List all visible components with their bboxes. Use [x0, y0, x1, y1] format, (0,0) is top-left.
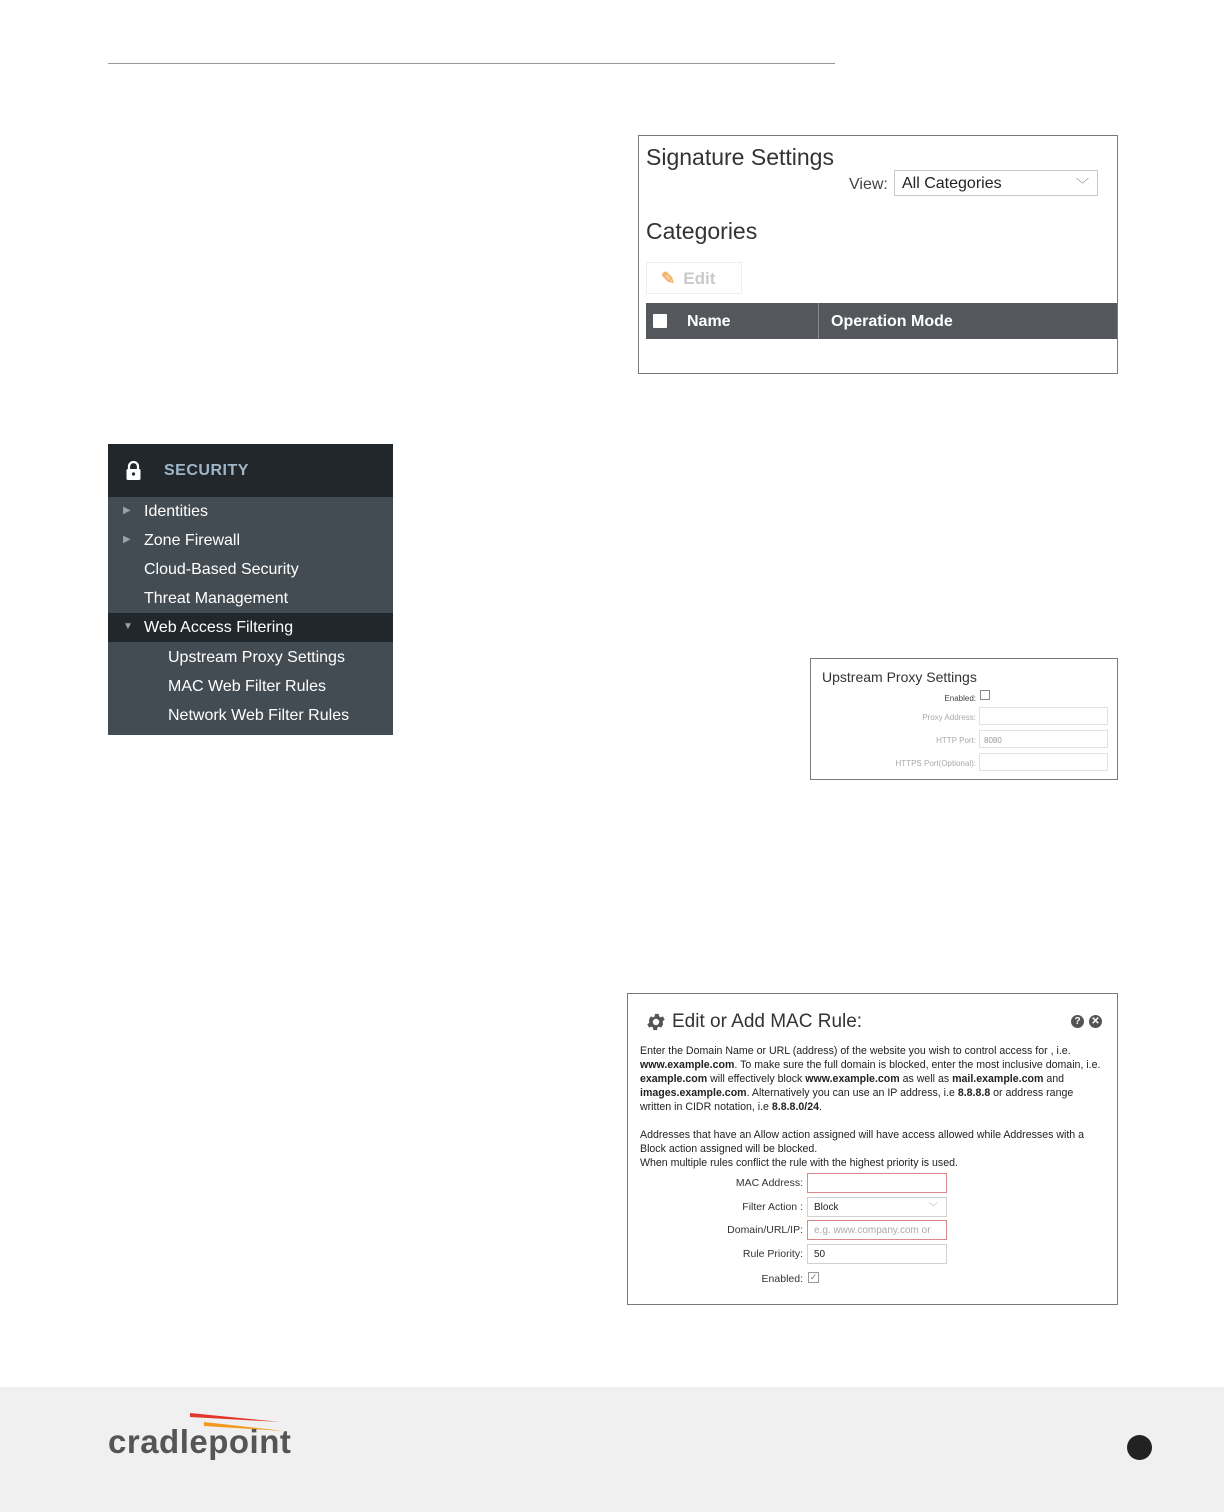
desc-bold: images.example.com [640, 1087, 747, 1099]
enabled-row [628, 1269, 1117, 1289]
desc-text: . To make sure the full domain is blocked, enter the most inclusive domain, i.e. [734, 1059, 1101, 1071]
description-paragraph-2: Addresses that have an Allow action assigned will have access allowed while Addresses with a Block action assigned will be blocked. [640, 1129, 1085, 1155]
desc-text: or address range written in CIDR notation, i.e [640, 1087, 1074, 1113]
https-port-label: HTTPS Port(Optional): [895, 759, 976, 768]
mac-address-input[interactable] [807, 1173, 947, 1193]
proxy-address-input[interactable] [979, 707, 1108, 725]
description-paragraph-1 [640, 1044, 1102, 1114]
edit-button-label: Edit [683, 269, 716, 288]
desc-bold: example.com [640, 1073, 708, 1085]
mac-rule-dialog [627, 993, 1118, 1305]
view-select-value: All Categories [902, 175, 1002, 192]
menu-item-label: Zone Firewall [144, 532, 241, 549]
top-rule [108, 63, 835, 64]
enabled-checkbox[interactable]: ✓ [809, 1272, 818, 1282]
menu-item-label: Web Access Filtering [144, 619, 294, 636]
menu-item-mac-web-filter-rules[interactable] [108, 672, 393, 701]
chevron-down-icon: ﹀ [1075, 177, 1089, 192]
caret-right-icon: ▶ [123, 534, 131, 545]
mac-rule-description [640, 1044, 1102, 1170]
page-footer [0, 1387, 1224, 1512]
column-divider [818, 303, 819, 339]
enabled-label: Enabled: [761, 1273, 803, 1285]
menu-item-zone-firewall[interactable] [108, 526, 393, 555]
security-menu-header[interactable] [108, 444, 393, 497]
mac-address-label: MAC Address: [735, 1177, 803, 1189]
menu-item-web-access-filtering[interactable] [108, 613, 393, 642]
rule-priority-label: Rule Priority: [742, 1248, 803, 1260]
proxy-enabled-row [811, 688, 1117, 708]
http-port-input[interactable]: 8080 [979, 730, 1108, 748]
signature-settings-panel [638, 135, 1118, 374]
desc-text: and [1043, 1073, 1064, 1085]
domain-label: Domain/URL/IP: [727, 1224, 803, 1236]
desc-text: . [819, 1101, 822, 1113]
mac-rule-title: Edit or Add MAC Rule: [672, 1011, 863, 1032]
menu-item-threat-management[interactable] [108, 584, 393, 613]
chevron-down-icon: ﹀ [928, 1202, 938, 1212]
menu-item-upstream-proxy-settings[interactable] [108, 643, 393, 672]
menu-item-network-web-filter-rules[interactable] [108, 701, 393, 730]
mac-address-row [628, 1173, 1117, 1193]
page-number-badge [1127, 1435, 1152, 1460]
filter-action-value: Block [814, 1202, 839, 1213]
filter-action-row [628, 1197, 1117, 1217]
desc-text: as well as [899, 1073, 953, 1085]
rule-priority-input[interactable]: 50 [807, 1244, 947, 1264]
caret-right-icon: ▶ [123, 505, 131, 516]
menu-item-label: Identities [144, 503, 209, 520]
menu-item-label: MAC Web Filter Rules [168, 678, 326, 695]
menu-item-label: Network Web Filter Rules [168, 707, 350, 724]
proxy-https-port-row [811, 753, 1117, 773]
lock-icon [125, 461, 142, 480]
column-header-operation-mode[interactable]: Operation Mode [831, 313, 953, 330]
desc-bold: 8.8.8.0/24 [771, 1101, 820, 1113]
menu-item-cloud-based-security[interactable] [108, 555, 393, 584]
proxy-enabled-label: Enabled: [944, 694, 976, 703]
description-paragraph-3: When multiple rules conflict the rule with the highest priority is used. [640, 1157, 958, 1169]
gear-icon [645, 1011, 667, 1033]
https-port-input[interactable] [979, 753, 1108, 771]
help-icon[interactable]: ? [1071, 1015, 1084, 1028]
desc-text: Enter the Domain Name or URL (address) of the website you wish to control access for , i.e. [640, 1045, 1071, 1057]
column-header-name[interactable]: Name [687, 313, 731, 330]
upstream-proxy-panel [810, 658, 1118, 780]
cradlepoint-wordmark: cradlepoint [108, 1423, 292, 1460]
edit-button[interactable] [646, 262, 742, 294]
categories-title: Categories [646, 218, 758, 244]
filter-action-select[interactable] [807, 1197, 947, 1217]
proxy-address-label: Proxy Address: [922, 713, 976, 722]
menu-item-label: Threat Management [144, 590, 289, 607]
desc-bold: mail.example.com [952, 1073, 1044, 1085]
close-icon[interactable]: ✕ [1089, 1015, 1102, 1028]
select-all-checkbox[interactable] [653, 314, 667, 328]
security-menu [108, 444, 393, 735]
caret-down-icon: ▼ [123, 621, 133, 632]
filter-action-label: Filter Action : [742, 1201, 803, 1213]
http-port-label: HTTP Port: [936, 736, 976, 745]
signature-settings-title: Signature Settings [646, 144, 834, 170]
menu-item-label: Cloud-Based Security [144, 561, 299, 578]
desc-bold: 8.8.8.8 [957, 1087, 991, 1099]
categories-table-header [646, 303, 1117, 339]
view-select[interactable] [894, 170, 1098, 196]
domain-row [628, 1220, 1117, 1240]
domain-input[interactable]: e.g. www.company.com or [807, 1220, 947, 1240]
rule-priority-row [628, 1244, 1117, 1264]
proxy-enabled-checkbox[interactable] [980, 690, 990, 700]
view-label: View: [849, 176, 888, 193]
menu-item-label: Upstream Proxy Settings [168, 649, 345, 666]
menu-item-identities[interactable] [108, 497, 393, 526]
desc-bold: www.example.com [805, 1073, 900, 1085]
upstream-proxy-title: Upstream Proxy Settings [822, 669, 977, 685]
desc-text: . Alternatively you can use an IP address, i.e [746, 1087, 958, 1099]
security-menu-title: SECURITY [164, 462, 249, 479]
proxy-address-row [811, 707, 1117, 727]
pencil-icon: ✎ [661, 269, 676, 288]
proxy-http-port-row [811, 730, 1117, 750]
desc-text: will effectively block [707, 1073, 806, 1085]
desc-bold: www.example.com [640, 1059, 735, 1071]
